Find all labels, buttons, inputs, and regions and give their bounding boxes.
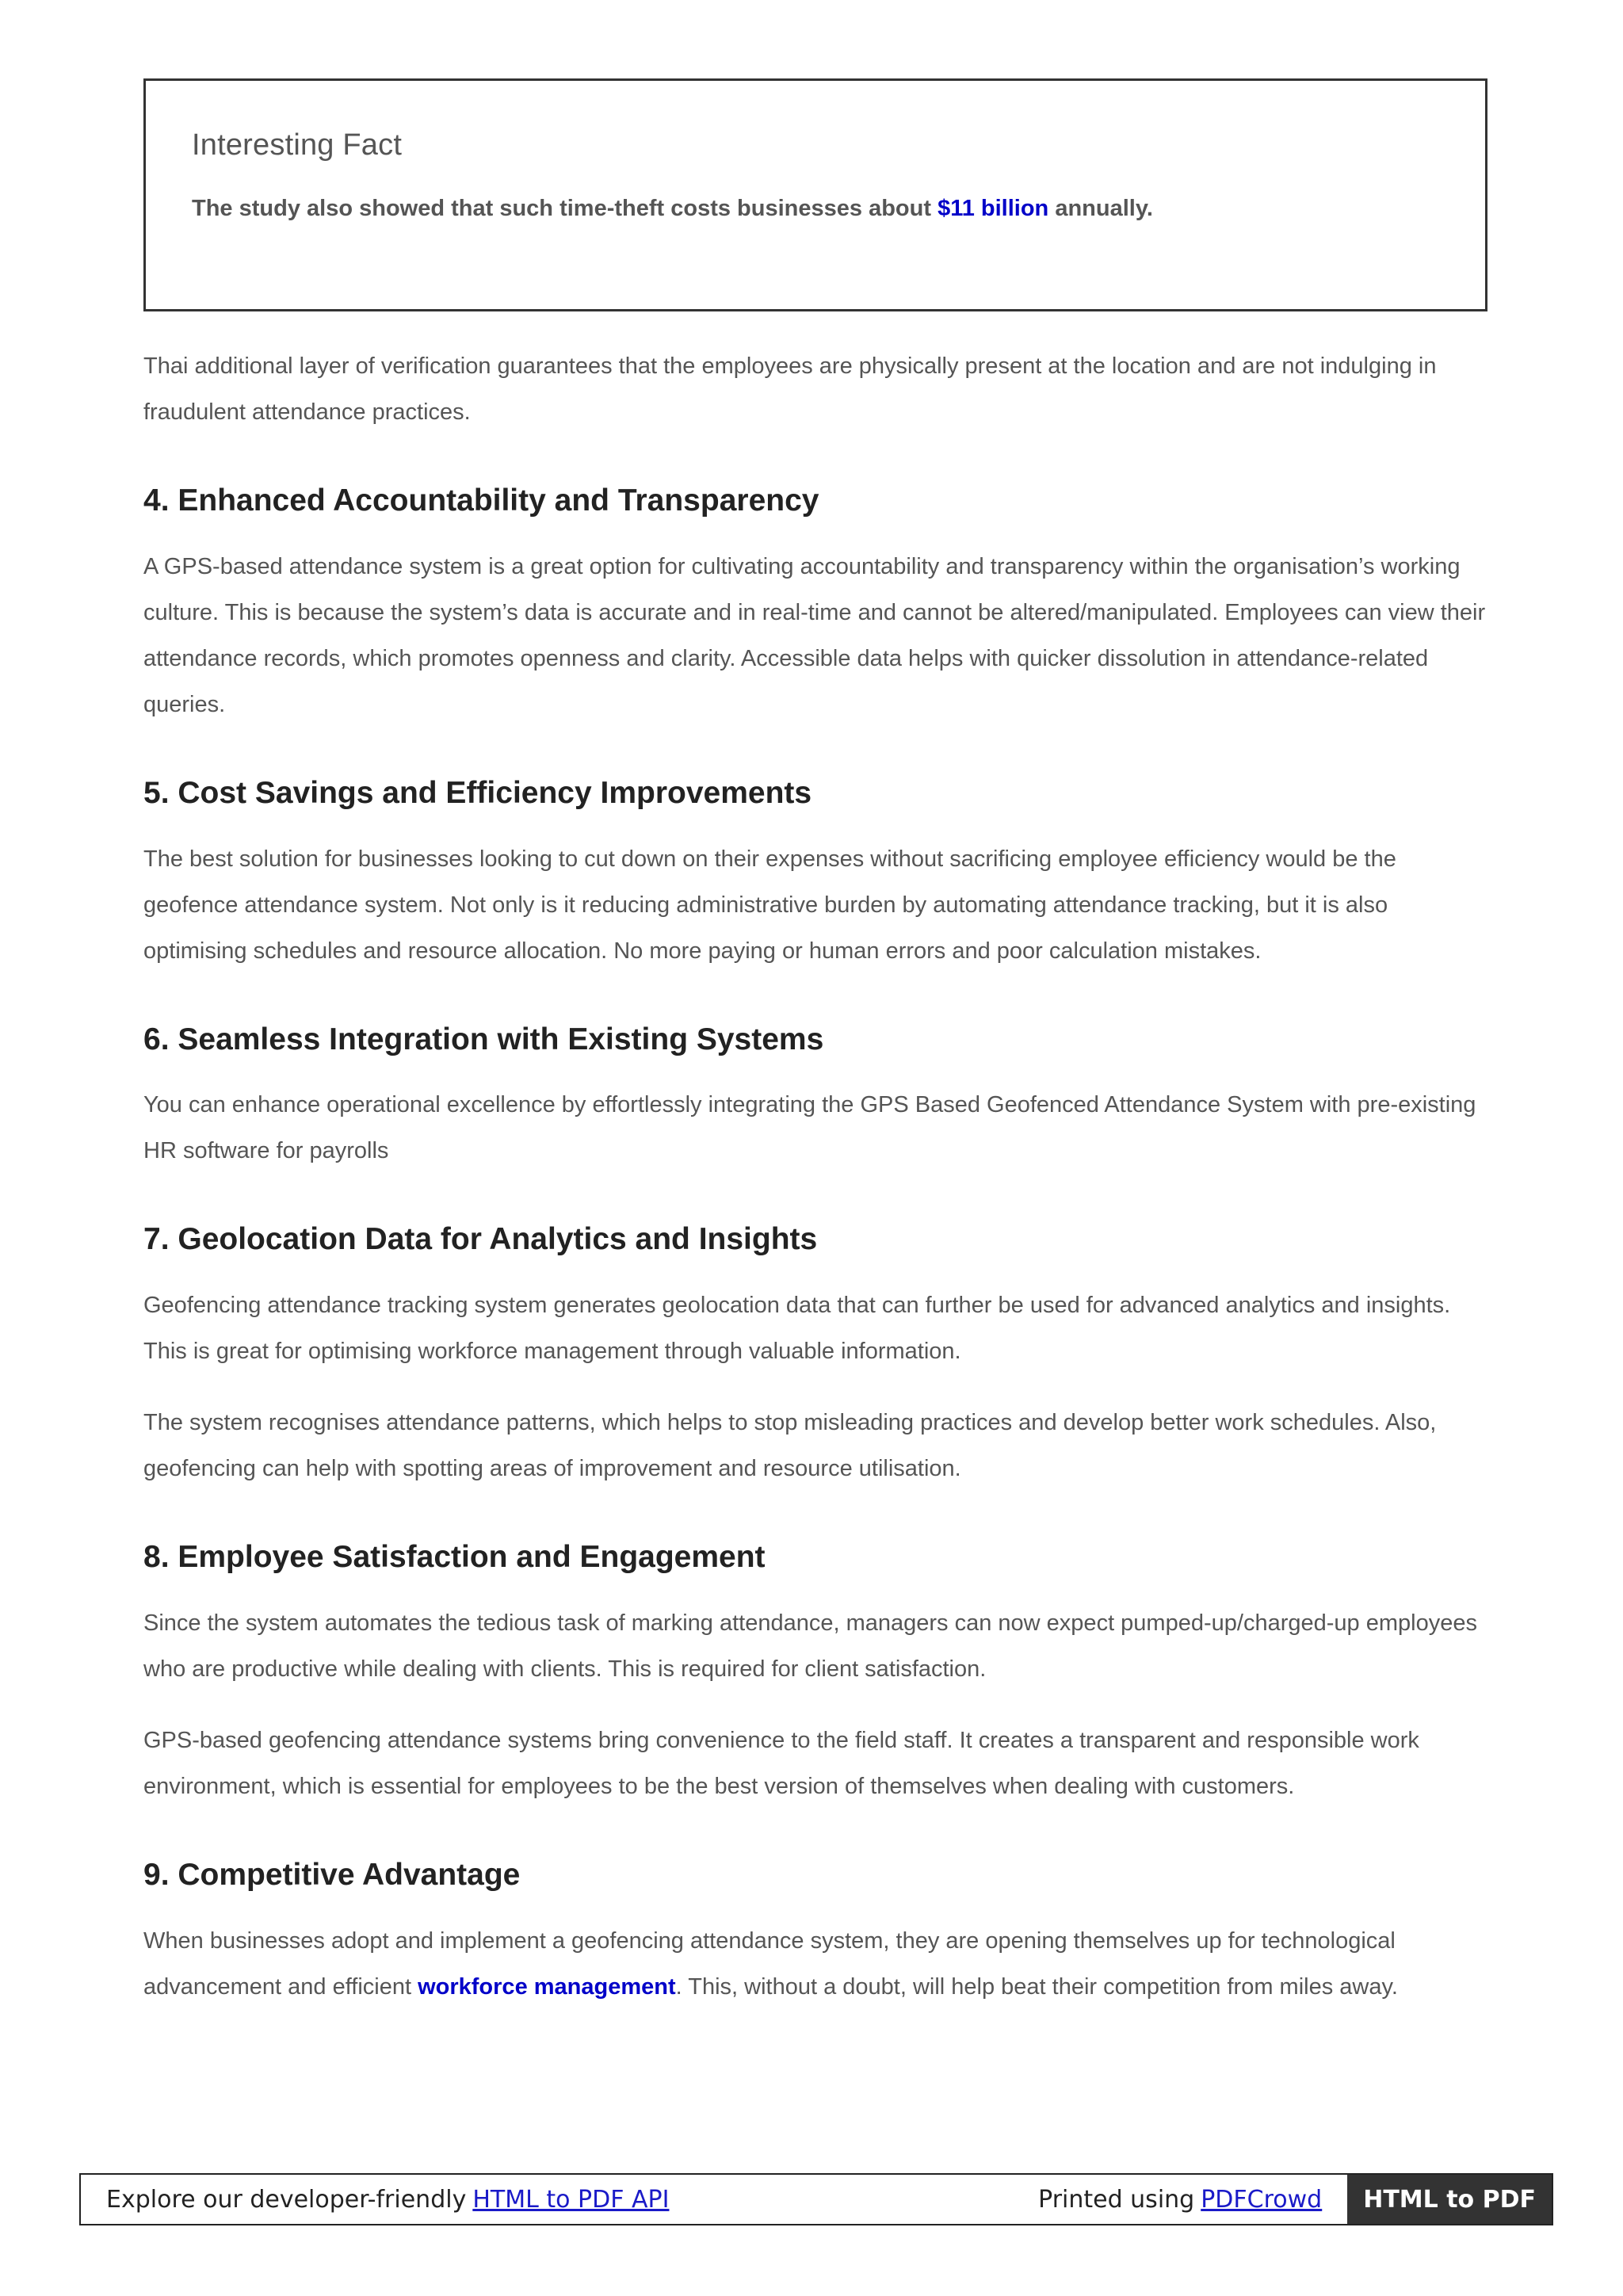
paragraph-text-before: When businesses adopt and implement a geofencing attendance system, they are opening themselves up for technological advancement and efficient: [143, 1927, 1396, 2000]
footer-left: [81, 2175, 1038, 2224]
section-paragraph: The best solution for businesses looking to cut down on their expenses without sacrificing employee efficiency would be the geofence attendance system. Not only is it reducing administrative burden by automating attendance tracking, but it is also optimising schedules and resource allocation. No more paying or human errors and poor calculation mistakes.: [143, 846, 1396, 964]
section-heading-competitive-advantage: 9. Competitive Advantage: [143, 1857, 521, 1892]
fact-title: Interesting Fact: [192, 128, 403, 162]
intro-paragraph: Thai additional layer of verification guarantees that the employees are physically present at the location and are not indulging in fraudulent attendance practices.: [143, 353, 1437, 425]
html-to-pdf-api-link[interactable]: HTML to PDF API: [472, 2185, 670, 2214]
html-to-pdf-badge-button[interactable]: HTML to PDF: [1347, 2175, 1552, 2224]
section-paragraph: GPS-based geofencing attendance systems bring convenience to the field staff. It creates a transparent and responsible work environment, which is essential for employees to be the best version of themselves when dealing with customers.: [143, 1727, 1419, 1799]
fact-text-before: The study also showed that such time-theft costs businesses about: [192, 196, 938, 221]
fact-text-after: annually.: [1048, 196, 1153, 221]
section-paragraph: The system recognises attendance patterns, which helps to stop misleading practices and develop better work schedules. Also, geofencing can help with spotting areas of improvement and resource utilisation.: [143, 1410, 1437, 1482]
section-paragraph: You can enhance operational excellence by effortlessly integrating the GPS Based Geofenced Attendance System with pre-existing HR software for payrolls: [143, 1092, 1476, 1164]
footer-explore-text: Explore our developer-friendly: [106, 2185, 467, 2214]
section-heading-satisfaction: 8. Employee Satisfaction and Engagement: [143, 1540, 766, 1575]
footer-printed-using: [1038, 2175, 1347, 2224]
paragraph-text-after: . This, without a doubt, will help beat their competition from miles away.: [675, 1973, 1398, 2000]
section-heading-cost-savings: 5. Cost Savings and Efficiency Improvements: [143, 775, 812, 810]
footer-printed-text: Printed using: [1038, 2185, 1195, 2214]
competitive-advantage-paragraph: [143, 1918, 1487, 2010]
fact-link-11-billion[interactable]: $11 billion: [938, 196, 1049, 221]
pdfcrowd-footer-banner: [79, 2173, 1553, 2225]
workforce-management-link[interactable]: workforce management: [418, 1973, 676, 2000]
section-paragraph: Since the system automates the tedious task of marking attendance, managers can now expect pumped-up/charged-up employees who are productive while dealing with clients. This is required for client satisfaction.: [143, 1610, 1477, 1682]
section-paragraph: A GPS-based attendance system is a great option for cultivating accountability and transparency within the organisation’s working culture. This is because the system’s data is accurate and in real-time and cannot be altered/manipulated. Employees can view their attendance records, which promotes openness and clarity. Accessible data helps with quicker dissolution in attendance-related queries.: [143, 553, 1486, 717]
pdfcrowd-link[interactable]: PDFCrowd: [1201, 2185, 1323, 2214]
section-heading-integration: 6. Seamless Integration with Existing Systems: [143, 1022, 824, 1056]
interesting-fact-box: [143, 78, 1487, 311]
fact-text: [192, 194, 1439, 224]
section-heading-geolocation: 7. Geolocation Data for Analytics and Insights: [143, 1222, 818, 1257]
section-heading-accountability: 4. Enhanced Accountability and Transparency: [143, 483, 819, 518]
article-content: [143, 343, 1487, 2035]
section-paragraph: Geofencing attendance tracking system generates geolocation data that can further be used for advanced analytics and insights. This is great for optimising workforce management through valuable information.: [143, 1293, 1451, 1365]
